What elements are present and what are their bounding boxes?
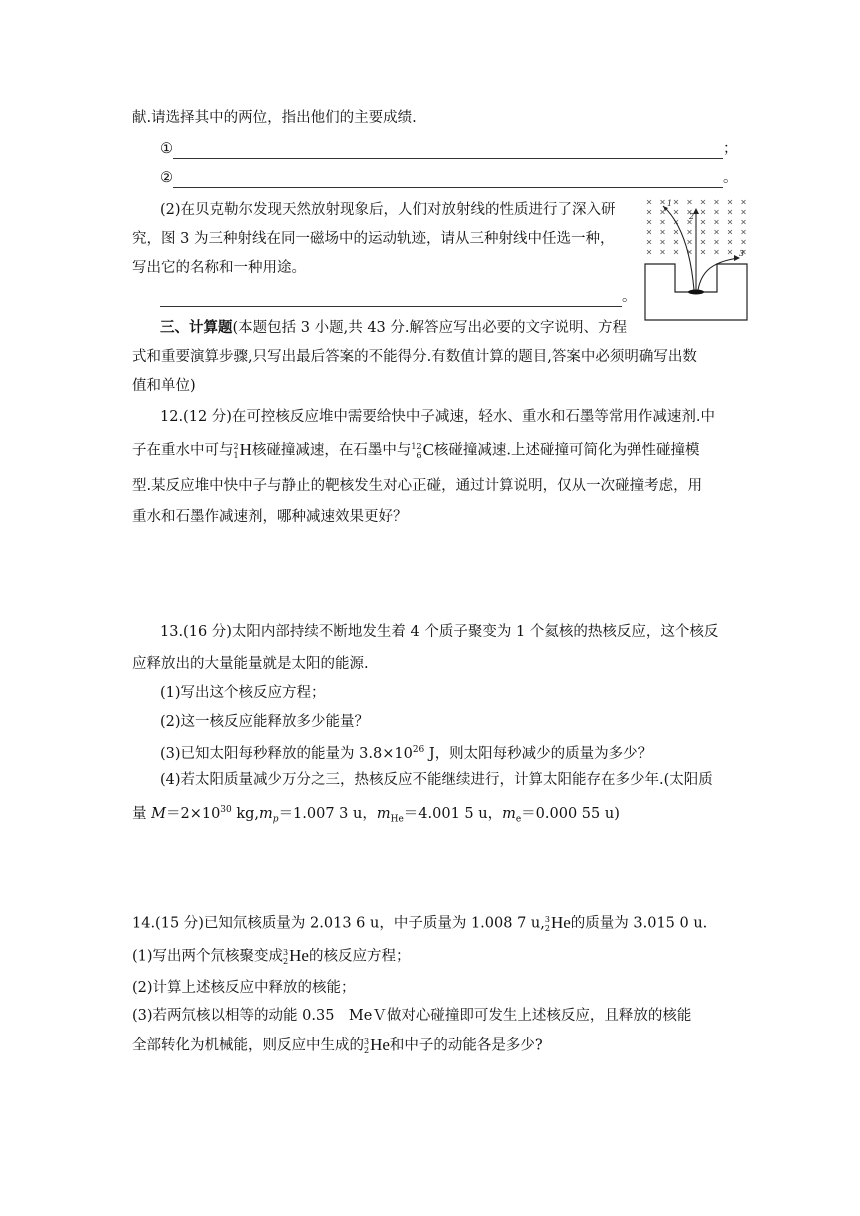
blank-2-end: 。: [723, 170, 738, 186]
q12-line4: 重水和石墨作减速剂，哪种减速效果更好？: [132, 509, 408, 525]
field-cross: [715, 210, 719, 214]
q14-part3-cont: 全部转化为机械能，则反应中生成的 3 2 He和中子的动能各是多少?: [132, 1035, 543, 1055]
field-cross: [715, 240, 719, 244]
field-cross: [661, 220, 665, 224]
field-cross: [674, 210, 678, 214]
field-cross: [661, 200, 665, 204]
section3-line3: 值和单位): [132, 378, 196, 394]
nuclide-carbon: 12 6 C: [411, 440, 434, 460]
section3-title: 三、计算题: [160, 319, 233, 336]
answer-blank-1[interactable]: [160, 139, 738, 159]
field-cross: [647, 230, 651, 234]
field-cross: [647, 200, 651, 204]
q13-part3: (3)已知太阳每秒释放的能量为 $3.8\times 10^{26}$ J，则太阳每秒减少的质量为多少？: [160, 745, 653, 762]
q11-2-line2: 究，图 3 为三种射线在同一磁场中的运动轨迹，请从三种射线中任选一种，: [132, 231, 615, 247]
circled-2: ②: [160, 170, 173, 186]
q12-line3: 型.某反应堆中快中子与静止的靶核发生对心正碰，通过计算说明，仅从一次碰撞考虑，用: [132, 478, 703, 494]
nuclide-deuterium: 2 1 H: [233, 440, 252, 460]
field-cross: [701, 220, 705, 224]
section3-line2: 式和重要演算步骤,只写出最后答案的不能得分.有数值计算的题目,答案中必须明确写出数: [132, 349, 697, 365]
field-cross: [742, 240, 746, 244]
q12-text-b: 核碰撞减速，在石墨中与: [251, 442, 412, 459]
field-cross: [701, 200, 705, 204]
field-cross: [715, 230, 719, 234]
field-cross: [742, 210, 746, 214]
q13-part1: (1)写出这个核反应方程；: [160, 685, 326, 701]
blank-1-end: ；: [723, 141, 738, 157]
field-cross: [701, 210, 705, 214]
field-cross: [674, 250, 678, 254]
q12-text-a: 子在重水中可与: [132, 442, 234, 459]
q13-part4: (4)若太阳质量减少万分之三，热核反应不能继续进行，计算太阳能存在多少年.(太阳质: [160, 772, 713, 788]
field-cross: [701, 240, 705, 244]
answer-blank-3[interactable]: [160, 287, 637, 307]
field-cross: [661, 240, 665, 244]
field-cross: [688, 230, 692, 234]
field-cross: [728, 210, 732, 214]
section3-line1: [160, 318, 627, 338]
blank-line-2[interactable]: [173, 173, 723, 188]
field-cross: [728, 240, 732, 244]
field-cross: [647, 220, 651, 224]
field-cross: [728, 250, 732, 254]
q12-text-c: 核碰撞减速.上述碰撞可简化为弹性碰撞模: [433, 442, 700, 459]
blank-line-1[interactable]: [173, 144, 723, 159]
field-cross: [688, 200, 692, 204]
field-cross: [715, 250, 719, 254]
answer-blank-2[interactable]: [160, 168, 738, 188]
q11-2-line3: 写出它的名称和一种用途。: [132, 260, 306, 276]
blank-3-end: 。: [622, 289, 637, 305]
radiation-trajectory-figure: [643, 196, 755, 322]
field-cross: [728, 200, 732, 204]
nuclide-helium3-p3: 3 2 He: [364, 1035, 390, 1055]
field-cross: [728, 220, 732, 224]
label-2: 2: [689, 212, 695, 221]
field-cross: [647, 210, 651, 214]
nuclide-helium3-p1: 3 2 He: [283, 946, 309, 966]
field-cross: [661, 210, 665, 214]
field-cross: [701, 230, 705, 234]
q14-part3: (3)若两氘核以相等的动能 0.35 MeＶ做对心碰撞即可发生上述核反应，且释放的核能: [132, 1008, 692, 1024]
nuclide-helium3: 3 2 He: [544, 913, 571, 933]
field-cross: [701, 250, 705, 254]
field-cross: [647, 240, 651, 244]
radiation-source: [688, 290, 704, 295]
field-cross: [742, 230, 746, 234]
field-cross: [661, 250, 665, 254]
q13-line1: 13.(16 分)太阳内部持续不断地发生着 4 个质子聚变为 1 个氦核的热核反应，这个核反: [160, 624, 719, 640]
field-cross: [674, 230, 678, 234]
field-cross: [674, 200, 678, 204]
q11-2-line1: (2)在贝克勒尔发现天然放射现象后，人们对放射线的性质进行了深入研: [160, 202, 616, 218]
blank-line-3[interactable]: [160, 292, 622, 307]
label-1: 1: [667, 199, 673, 208]
section3-desc: (本题包括 3 小题,共 43 分.解答应写出必要的文字说明、方程: [232, 320, 627, 336]
circled-1: ①: [160, 141, 173, 157]
q14-part2: (2)计算上述核反应中释放的核能；: [132, 980, 356, 996]
field-cross: [715, 200, 719, 204]
q14-part1: (1)写出两个氘核聚变成 3 2 He的核反应方程；: [132, 946, 411, 966]
field-cross: [728, 230, 732, 234]
field-cross: [688, 240, 692, 244]
q12-line1: 12.(12 分)在可控核反应堆中需要给快中子减速，轻水、重水和石墨等常用作减速剂.中: [160, 409, 716, 425]
field-cross: [742, 220, 746, 224]
cont-text: 献.请选择其中的两位，指出他们的主要成绩.: [132, 110, 417, 126]
field-cross: [715, 220, 719, 224]
q12-line2: [132, 440, 700, 461]
q14-line1: 14.(15 分)已知氘核质量为 2.013 6 u，中子质量为 1.008 7 u, 3 2 He的质量为 3.015 0 u.: [132, 913, 708, 933]
q13-line2: 应释放出的大量能量就是太阳的能源.: [132, 656, 369, 672]
field-cross: [674, 240, 678, 244]
field-cross: [647, 250, 651, 254]
q13-part4-constants: 量 $M=2\times 10^{30}$ $kg,m_p=1.007$ 3 u，$m_{He}=4.001$ 5 u，$m_e=0.000$ 55 u): [132, 805, 620, 825]
label-3: 3: [739, 249, 745, 258]
field-cross: [661, 230, 665, 234]
q13-part2: (2)这一核反应能释放多少能量？: [160, 714, 370, 730]
field-cross: [742, 200, 746, 204]
